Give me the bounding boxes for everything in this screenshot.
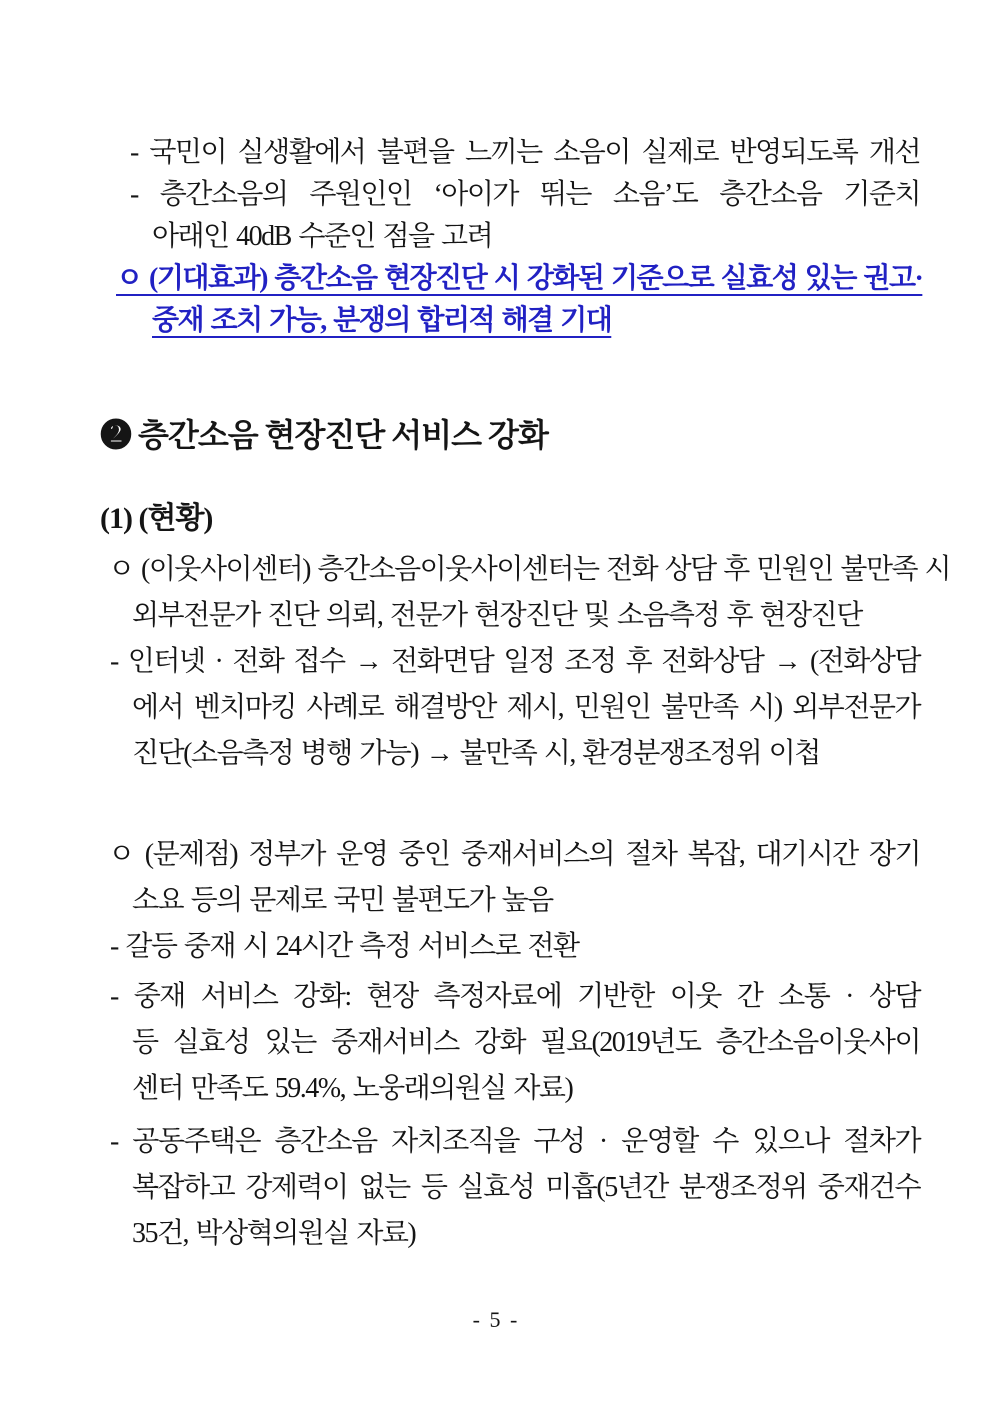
dash-item: - 갈등 중재 시 24시간 측정 서비스로 전환 [110,931,579,962]
dash-item: - 국민이 실생활에서 불편을 느끼는 소음이 실제로 반영되도록 개선 [130,137,920,168]
paragraph-line: 등 실효성 있는 중재서비스 강화 필요(2019년도 층간소음이웃사이 [132,1027,920,1058]
circle-bullet-line: ㅇ (문제점) 정부가 운영 중인 중재서비스의 절차 복잡, 대기시간 장기 [108,839,920,870]
dash-item-continuation: 아래인 40dB 수준인 점을 고려 [152,221,493,252]
dash-item: - 인터넷 · 전화 접수 → 전화면담 일정 조정 후 전화상담 → (전화상담 [110,646,920,677]
circle-bullet-line: ㅇ (이웃사이센터) 층간소음이웃사이센터는 전화 상담 후 민원인 불만족 시 [108,554,951,585]
paragraph-line: 35건, 박상혁의원실 자료) [132,1218,416,1249]
dash-item: - 층간소음의 주원인인 ‘아이가 뛰는 소음’도 층간소음 기준치 [130,179,920,210]
paragraph-line: 복잡하고 강제력이 없는 등 실효성 미흡(5년간 분쟁조정위 중재건수 [132,1172,920,1203]
dash-item: - 공동주택은 층간소음 자치조직을 구성 · 운영할 수 있으나 절차가 [110,1126,920,1157]
expected-effect-line: ㅇ (기대효과) 층간소음 현장진단 시 강화된 기준으로 실효성 있는 권고· [116,263,923,294]
dash-item: - 중재 서비스 강화: 현장 측정자료에 기반한 이웃 간 소통 · 상담 [110,981,920,1012]
paragraph-line: 진단(소음측정 병행 가능) → 불만족 시, 환경분쟁조정위 이첩 [132,738,820,769]
paragraph-line: 소요 등의 문제로 국민 불편도가 높음 [132,885,553,916]
section-heading: ❷ 층간소음 현장진단 서비스 강화 [100,417,548,453]
expected-effect-line: 중재 조치 가능, 분쟁의 합리적 해결 기대 [152,305,612,336]
page-number: - 5 - [472,1307,520,1332]
paragraph-line: 외부전문가 진단 의뢰, 전문가 현장진단 및 소음측정 후 현장진단 [132,600,862,631]
paragraph-line: 센터 만족도 59.4%, 노웅래의원실 자료) [132,1073,573,1104]
status-heading: (1) (현황) [100,502,213,535]
paragraph-line: 에서 벤치마킹 사례로 해결방안 제시, 민원인 불만족 시) 외부전문가 [132,692,920,723]
